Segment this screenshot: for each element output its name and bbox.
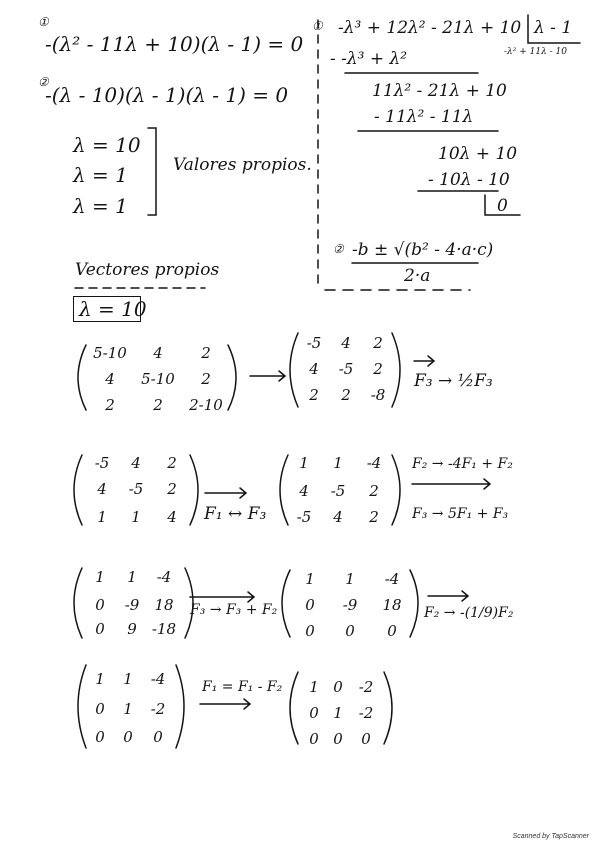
matrix-cell: 1 [333, 704, 343, 722]
matrix-cell: 2 [369, 482, 379, 500]
division-dividend: -λ³ + 12λ² - 21λ + 10 [338, 18, 522, 38]
matrix-cell: 1 [131, 508, 141, 526]
quadratic-numerator: -b ± √(b² - 4·a·c) [352, 240, 494, 260]
matrix-cell: 4 [131, 454, 141, 472]
matrix-cell: 2 [167, 454, 177, 472]
matrix-cell: -5 [338, 360, 354, 378]
matrix-cell: -4 [156, 568, 172, 586]
matrix-cell: 2 [153, 396, 163, 414]
matrix-cell: -5 [128, 480, 144, 498]
matrix-cell: 1 [309, 678, 319, 696]
matrix-6 [290, 572, 410, 638]
matrix-cell: 1 [333, 454, 343, 472]
arrow-op5 [428, 591, 468, 601]
matrix-cell: 0 [95, 596, 105, 614]
operation-6: F₁ = F₁ - F₂ [202, 679, 283, 695]
matrix-cell: -18 [151, 620, 177, 638]
matrix-cell: 2 [105, 396, 115, 414]
lambda-box-text: λ = 10 [79, 297, 147, 321]
matrix-cell: 1 [299, 454, 309, 472]
matrix-cell: 0 [95, 700, 105, 718]
eq1-number: ① [38, 15, 49, 29]
arrow-op1 [414, 356, 434, 366]
eigenvalue-1: λ = 10 [73, 133, 141, 157]
matrix-7 [80, 670, 180, 746]
matrix-cell: 2 [373, 334, 383, 352]
matrix-cell: -9 [124, 596, 140, 614]
division-quotient: -λ² + 11λ - 10 [504, 47, 567, 57]
arrow-op4 [190, 592, 254, 602]
matrix-2 [294, 336, 394, 402]
matrix-cell: 0 [95, 728, 105, 746]
matrix-cell: 0 [123, 728, 133, 746]
matrix-cell: 2 [167, 480, 177, 498]
matrix-cell: 1 [345, 570, 355, 588]
scanner-footer: Scanned by TapScanner [512, 833, 589, 840]
matrix-cell: -8 [370, 386, 386, 404]
matrix-cell: 0 [333, 730, 343, 748]
matrix-cell: 0 [387, 622, 397, 640]
matrix-cell: 4 [341, 334, 351, 352]
matrix-cell: -4 [150, 670, 166, 688]
division-number: ① [312, 19, 323, 33]
matrix-cell: 0 [305, 596, 315, 614]
matrix-cell: 2 [309, 386, 319, 404]
matrix-cell: 5-10 [93, 344, 127, 362]
matrix-cell: 1 [95, 670, 105, 688]
matrix-cell: 18 [154, 596, 174, 614]
matrix-cell: 2 [369, 508, 379, 526]
arrow-op3 [412, 479, 490, 489]
m6-left-paren [282, 570, 290, 637]
eigenvalue-bracket [148, 128, 156, 215]
matrix-1 [90, 346, 230, 412]
matrix-cell: 2 [201, 370, 211, 388]
matrix-cell: -5 [94, 454, 110, 472]
matrix-cell: -2 [358, 678, 374, 696]
matrix-cell: -5 [330, 482, 346, 500]
arrow-op6 [200, 699, 250, 709]
m1-left-paren [78, 345, 86, 410]
matrix-cell: 2 [201, 344, 211, 362]
matrix-cell: -5 [306, 334, 322, 352]
matrix-cell: 0 [305, 622, 315, 640]
matrix-cell: -2 [358, 704, 374, 722]
division-step-3: - 10λ - 10 [428, 170, 510, 190]
matrix-cell: 0 [345, 622, 355, 640]
matrix-cell: 1 [305, 570, 315, 588]
matrix-cell: -2 [150, 700, 166, 718]
operation-2: F₁ ↔ F₃ [204, 504, 267, 524]
matrix-cell: 2-10 [189, 396, 223, 414]
matrix-cell: 0 [333, 678, 343, 696]
matrix-cell: 0 [361, 730, 371, 748]
operation-5: F₂ → -(1/9)F₂ [424, 605, 514, 621]
matrix-cell: 5-10 [141, 370, 175, 388]
division-divisor: λ - 1 [534, 18, 573, 38]
division-step-1: - -λ³ + λ² [330, 49, 408, 69]
matrix-cell: 4 [153, 344, 163, 362]
matrix-cell: 1 [123, 700, 133, 718]
matrix-cell: 18 [382, 596, 402, 614]
eq2-number: ② [38, 75, 49, 89]
arrow-op2 [205, 488, 246, 498]
matrix-5 [80, 570, 190, 636]
matrix-cell: 0 [153, 728, 163, 746]
quadratic-number: ② [333, 242, 344, 256]
operation-3a: F₂ → -4F₁ + F₂ [412, 456, 513, 472]
equation-1: -(λ² - 11λ + 10)(λ - 1) = 0 [45, 32, 304, 56]
matrix-cell: 2 [341, 386, 351, 404]
matrix-cell: 4 [167, 508, 177, 526]
matrix-4 [284, 454, 394, 526]
matrix-cell: 2 [373, 360, 383, 378]
matrix-cell: 4 [97, 480, 107, 498]
matrix-cell: -9 [342, 596, 358, 614]
operation-1: F₃ → ½F₃ [414, 371, 493, 391]
matrix-cell: 4 [105, 370, 115, 388]
division-remainder-1: 11λ² - 21λ + 10 [372, 81, 507, 101]
matrix-3 [82, 454, 192, 526]
matrix-cell: -5 [296, 508, 312, 526]
eigenvalue-3: λ = 1 [73, 194, 128, 218]
lambda-box [73, 296, 147, 322]
eigenvalues-label: Valores propios. [173, 155, 312, 175]
matrix-cell: 9 [127, 620, 137, 638]
quadratic-denominator: 2·a [404, 266, 431, 286]
matrix-cell: 4 [309, 360, 319, 378]
matrix-cell: 0 [309, 730, 319, 748]
eigenvalue-2: λ = 1 [73, 163, 128, 187]
matrix-cell: 4 [333, 508, 343, 526]
matrix-cell: 1 [95, 568, 105, 586]
matrix-8 [294, 680, 390, 746]
matrix-cell: 1 [127, 568, 137, 586]
matrix-cell: 0 [309, 704, 319, 722]
vectors-title: Vectores propios [75, 260, 220, 280]
division-final-remainder: 0 [497, 196, 508, 216]
matrix-cell: 0 [95, 620, 105, 638]
matrix-cell: 1 [123, 670, 133, 688]
m3-left-paren [74, 455, 82, 525]
matrix-cell: 1 [97, 508, 107, 526]
operation-4: F₃ → F₃ + F₂ [190, 602, 278, 618]
operation-3b: F₃ → 5F₁ + F₃ [412, 506, 509, 522]
division-step-2: - 11λ² - 11λ [374, 107, 474, 127]
matrix-cell: -4 [366, 454, 382, 472]
equation-2: -(λ - 10)(λ - 1)(λ - 1) = 0 [45, 83, 289, 107]
matrix-cell: -4 [384, 570, 400, 588]
arrow-1 [250, 371, 285, 381]
matrix-cell: 4 [299, 482, 309, 500]
division-remainder-2: 10λ + 10 [438, 144, 518, 164]
